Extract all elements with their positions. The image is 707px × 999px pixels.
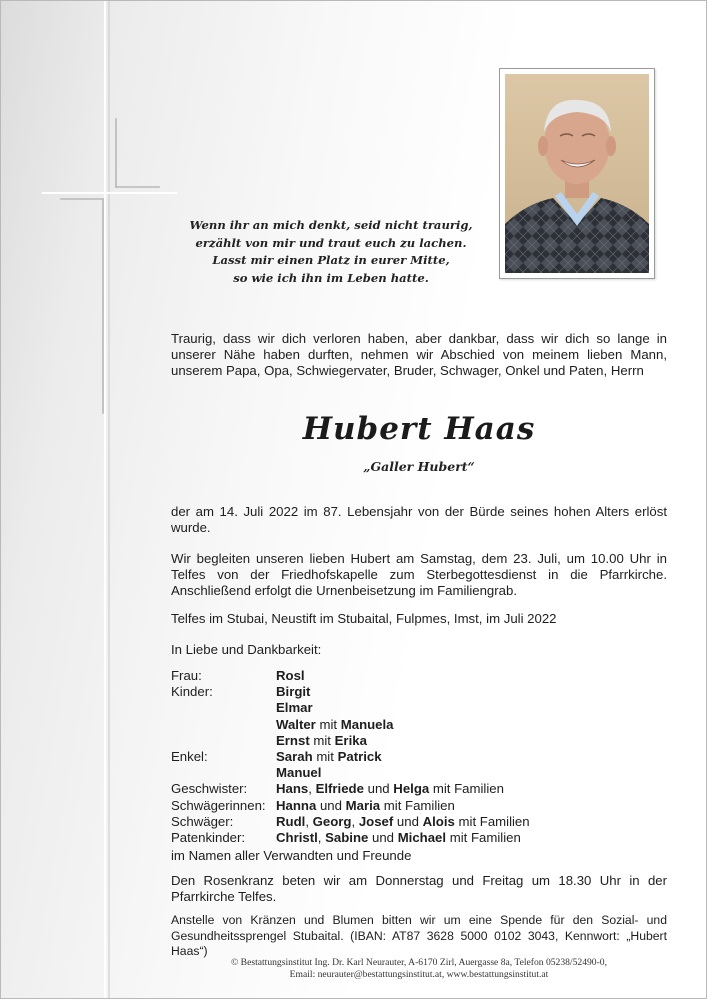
family-members [276, 733, 367, 749]
portrait-image [505, 74, 649, 273]
family-members [276, 684, 310, 700]
family-members [276, 798, 455, 814]
family-member-name: Josef [358, 813, 394, 829]
family-relation-label [171, 765, 276, 781]
family-row [171, 684, 667, 700]
family-members [276, 700, 313, 716]
family-members [276, 781, 504, 797]
family-row [171, 798, 667, 814]
footer-line: Email: neurauter@bestattungsinstitut.at, www.bestattungsinstitut.at [289, 969, 549, 980]
portrait-photo [499, 68, 655, 279]
family-connector: mit [309, 732, 335, 748]
family-relation-label: Patenkinder: [171, 830, 246, 846]
family-connector: , [305, 813, 313, 829]
family-members [276, 765, 321, 781]
family-member-name: Sarah [276, 749, 313, 765]
family-row [171, 781, 667, 797]
closing-line: In Liebe und Dankbarkeit: [171, 642, 322, 657]
donation-paragraph: Anstelle von Kränzen und Blumen bitten wir um eine Spende für den Sozial- und Gesundheitssprengel Stubaital. (IBAN: AT87 3628 5000 0102 3043, Kennwort: „Hubert Haas“) [171, 913, 667, 958]
family-row [171, 700, 667, 716]
family-members [276, 814, 530, 830]
family-member-name: Birgit [276, 684, 311, 700]
family-connector: , [308, 781, 316, 797]
family-member-name: Hans [276, 781, 309, 797]
family-member-name: Elfriede [315, 781, 364, 797]
family-row [171, 733, 667, 749]
footer-credits [171, 957, 667, 981]
family-member-name: Alois [422, 813, 455, 829]
family-connector: und [316, 797, 346, 813]
family-member-name: Helga [393, 781, 430, 797]
family-list [171, 668, 667, 846]
family-member-name: Sabine [325, 830, 369, 846]
family-relation-label: Schwäger: [171, 813, 234, 829]
relatives-line: im Namen aller Verwandten und Freunde [171, 848, 412, 863]
place-date: Telfes im Stubai, Neustift im Stubaital, Fulpmes, Imst, im Juli 2022 [171, 611, 557, 626]
family-connector: mit Familien [446, 830, 521, 846]
family-member-name: Maria [345, 797, 381, 813]
footer-line: © Bestattungsinstitut Ing. Dr. Karl Neurauter, A-6170 Zirl, Auergasse 8a, Telefon 05238/52490-0, [231, 957, 607, 968]
family-member-name: Rudl [276, 813, 306, 829]
family-row [171, 765, 667, 781]
memorial-poem [176, 217, 486, 287]
family-connector: , [317, 830, 326, 846]
funeral-paragraph: Wir begleiten unseren lieben Hubert am Samstag, dem 23. Juli, um 10.00 Uhr in Telfes von der Friedhofskapelle zum Sterbegottesdienst in die Pfarrkirche. Anschließend erfolgt die Urnenbeisetzung im Familiengrab. [171, 551, 667, 598]
intro-paragraph: Traurig, dass wir dich verloren haben, aber dankbar, dass wir dich so lange in unserer Nähe haben durften, nehmen wir Abschied von meinem lieben Mann, unserem Papa, Opa, Schwiegervater, Bruder, Schwager, Onkel und Paten, Herrn [171, 331, 667, 378]
family-relation-label: Schwägerinnen: [171, 797, 266, 813]
family-row [171, 749, 667, 765]
family-member-name: Rosl [276, 668, 305, 683]
family-member-name: Erika [334, 732, 367, 748]
family-members [276, 749, 382, 765]
family-members [276, 668, 305, 684]
family-connector: mit Familien [380, 797, 455, 813]
family-members [276, 717, 394, 733]
family-member-name: Manuela [340, 716, 394, 732]
family-relation-label: Kinder: [171, 684, 213, 700]
family-member-name: Walter [276, 716, 316, 732]
family-member-name: Georg [312, 813, 352, 829]
family-member-name: Hanna [276, 797, 317, 813]
poem-line: erzählt von mir und traut euch zu lachen. [195, 235, 467, 250]
family-connector: mit [315, 716, 341, 732]
family-relation-label: Frau: [171, 668, 202, 683]
family-member-name: Manuel [276, 765, 322, 781]
family-connector: mit Familien [429, 781, 504, 797]
family-connector: , [351, 813, 359, 829]
poem-line: so wie ich ihn im Leben hatte. [233, 270, 429, 285]
family-row [171, 830, 667, 846]
poem-line: Lasst mir einen Platz in eurer Mitte, [212, 253, 450, 267]
family-row [171, 814, 667, 830]
family-member-name: Michael [397, 830, 447, 846]
passing-paragraph: der am 14. Juli 2022 im 87. Lebensjahr von der Bürde seines hohen Alters erlöst wurde. [171, 504, 667, 535]
family-row [171, 717, 667, 733]
rosary-paragraph: Den Rosenkranz beten wir am Donnerstag und Freitag um 18.30 Uhr in der Pfarrkirche Telfes. [171, 873, 667, 904]
family-connector: und [363, 781, 394, 797]
family-member-name: Christl [276, 830, 318, 846]
family-relation-label: Geschwister: [171, 781, 248, 797]
family-members [276, 830, 521, 846]
family-member-name: Ernst [276, 732, 310, 748]
family-row [171, 668, 667, 684]
family-relation-label [171, 700, 276, 716]
family-connector: mit [312, 749, 338, 765]
family-relation-label [171, 717, 276, 733]
deceased-name: Hubert Haas [302, 411, 536, 447]
deceased-nickname: „Galler Hubert“ [363, 459, 475, 474]
family-connector: und [368, 830, 398, 846]
family-relation-label: Enkel: [171, 749, 208, 765]
family-connector: mit Familien [454, 813, 530, 829]
family-connector: und [393, 813, 423, 829]
family-relation-label [171, 733, 276, 749]
family-member-name: Patrick [337, 749, 382, 765]
family-member-name: Elmar [276, 700, 313, 716]
poem-line: Wenn ihr an mich denkt, seid nicht traurig, [189, 218, 473, 232]
